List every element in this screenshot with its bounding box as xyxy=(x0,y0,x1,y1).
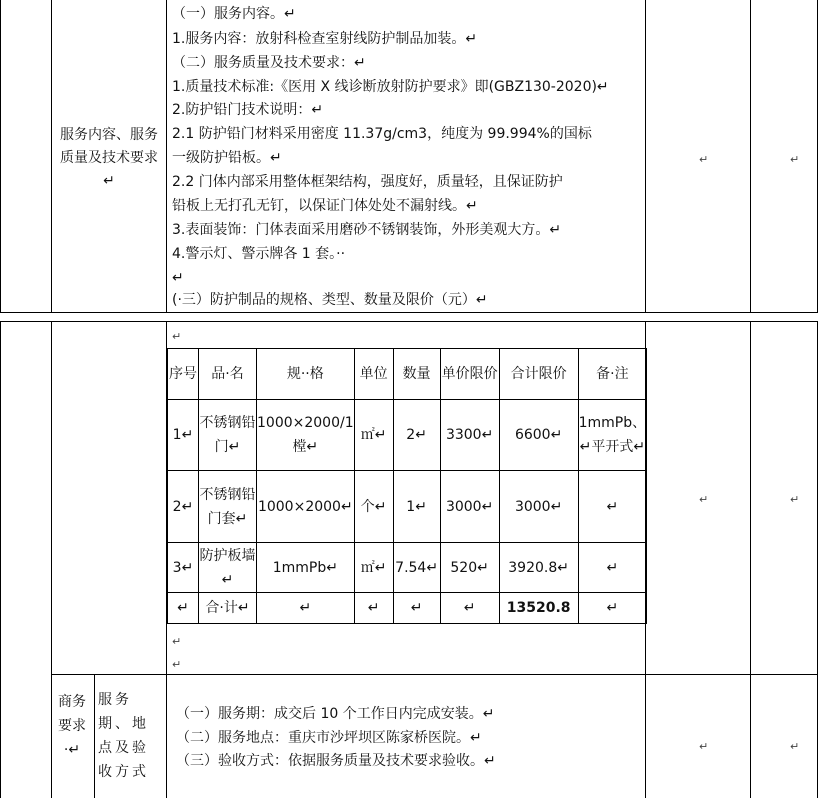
cell-note: ↵ xyxy=(578,593,647,624)
cell-qty: 7.54↵ xyxy=(393,543,440,593)
section1-label: 服务内容、服务质量及技术要求↵ xyxy=(60,127,158,189)
content-line: （二）服务地点：重庆市沙坪坝区陈家桥医院。↵ xyxy=(176,730,482,746)
cell-unit: ㎡↵ xyxy=(354,543,393,593)
cell-spec: ↵ xyxy=(257,593,355,624)
paragraph-mark: ↵ xyxy=(172,330,182,343)
content-line: 3.表面装饰：门体表面采用磨砂不锈钢装饰，外形美观大方。↵ xyxy=(172,222,562,238)
paragraph-mark: ↵ xyxy=(172,635,182,648)
paragraph-mark: ↵ xyxy=(790,153,800,166)
content-line: （一）服务期：成交后 10 个工作日内完成安装。↵ xyxy=(176,706,495,722)
section3-inner-label: 服务期、地点及验收方式 xyxy=(98,692,149,780)
page-break xyxy=(0,313,818,321)
content-line: ↵ xyxy=(172,270,184,286)
cell-spec: 1mmPb↵ xyxy=(257,543,355,593)
cell-no: 2↵ xyxy=(168,471,199,543)
cell-total: 3920.8↵ xyxy=(499,543,578,593)
header-no: 序号 xyxy=(168,349,199,400)
cell-qty: ↵ xyxy=(393,593,440,624)
grid-line xyxy=(645,0,646,313)
content-line: 4.警示灯、警示牌各 1 套。·· xyxy=(172,246,346,262)
content-line: (·三）防护制品的规格、类型、数量及限价（元）↵ xyxy=(172,292,488,308)
cell-no: ↵ xyxy=(168,593,199,624)
content-line: （一）服务内容。↵ xyxy=(172,6,296,22)
content-line: 2.防护铅门技术说明：↵ xyxy=(172,102,324,118)
table-row xyxy=(168,543,647,593)
content-line: （二）服务质量及技术要求：↵ xyxy=(172,55,366,71)
cell-price: 3000↵ xyxy=(440,471,499,543)
cell-unit: ㎡↵ xyxy=(354,400,393,471)
header-spec: 规··格 xyxy=(257,349,355,400)
cell-total-sum: 13520.8 xyxy=(499,593,578,624)
cell-total: 6600↵ xyxy=(499,400,578,471)
cell-no: 1↵ xyxy=(168,400,199,471)
cell-name: 不锈钢铅门套↵ xyxy=(199,471,257,543)
content-line: 1.服务内容：放射科检查室射线防护制品加装。↵ xyxy=(172,31,478,47)
paragraph-mark: ↵ xyxy=(699,740,709,753)
cell-no: 3↵ xyxy=(168,543,199,593)
cell-name: 防护板墙↵ xyxy=(199,543,257,593)
cell-note: ↵ xyxy=(578,543,647,593)
header-qty: 数量 xyxy=(393,349,440,400)
grid-line xyxy=(166,0,167,313)
content-line: （三）验收方式：依据服务质量及技术要求验收。↵ xyxy=(176,753,496,769)
cell-name: 合·计↵ xyxy=(199,593,257,624)
products-table xyxy=(167,348,647,624)
header-total: 合计限价 xyxy=(499,349,578,400)
table-row xyxy=(168,400,647,471)
paragraph-mark: ↵ xyxy=(790,740,800,753)
paragraph-mark: ↵ xyxy=(172,658,182,671)
paragraph-mark: ↵ xyxy=(699,153,709,166)
table-header-row xyxy=(168,349,647,400)
content-line: 2.2 门体内部采用整体框架结构，强度好，质量轻，且保证防护 xyxy=(172,174,563,190)
content-line: 一级防护铅板。↵ xyxy=(172,150,282,166)
cell-price: 3300↵ xyxy=(440,400,499,471)
cell-name: 不锈钢铅门↵ xyxy=(199,400,257,471)
cell-unit: ↵ xyxy=(354,593,393,624)
content-line: 2.1 防护铅门材料采用密度 11.37g/cm3，纯度为 99.994%的国标 xyxy=(172,126,592,142)
cell-note: 1mmPb、↵平开式↵ xyxy=(578,400,647,471)
cell-qty: 2↵ xyxy=(393,400,440,471)
cell-qty: 1↵ xyxy=(393,471,440,543)
header-price: 单价限价 xyxy=(440,349,499,400)
cell-price: ↵ xyxy=(440,593,499,624)
grid-line xyxy=(0,321,1,798)
section3-outer-label: 商务要求·↵ xyxy=(58,694,86,758)
cell-spec: 1000×2000/1樘↵ xyxy=(257,400,355,471)
table-sum-row xyxy=(168,593,647,624)
grid-line xyxy=(51,0,52,313)
grid-line xyxy=(94,674,95,798)
cell-spec: 1000×2000↵ xyxy=(257,471,355,543)
grid-line xyxy=(750,321,751,798)
grid-line xyxy=(0,321,818,322)
header-unit: 单位 xyxy=(354,349,393,400)
cell-unit: 个↵ xyxy=(354,471,393,543)
header-name: 品·名 xyxy=(199,349,257,400)
cell-total: 3000↵ xyxy=(499,471,578,543)
grid-line xyxy=(750,0,751,313)
content-line: 1.质量技术标准:《医用 X 线诊断放射防护要求》即(GBZ130-2020)↵ xyxy=(172,79,609,95)
grid-line xyxy=(51,674,818,675)
paragraph-mark: ↵ xyxy=(790,493,800,506)
grid-line xyxy=(51,321,52,798)
grid-line xyxy=(0,0,1,313)
cell-note: ↵ xyxy=(578,471,647,543)
cell-price: 520↵ xyxy=(440,543,499,593)
paragraph-mark: ↵ xyxy=(699,493,709,506)
table-row xyxy=(168,471,647,543)
header-note: 备·注 xyxy=(578,349,647,400)
content-line: 铅板上无打孔无钉，以保证门体处处不漏射线。↵ xyxy=(172,198,478,214)
